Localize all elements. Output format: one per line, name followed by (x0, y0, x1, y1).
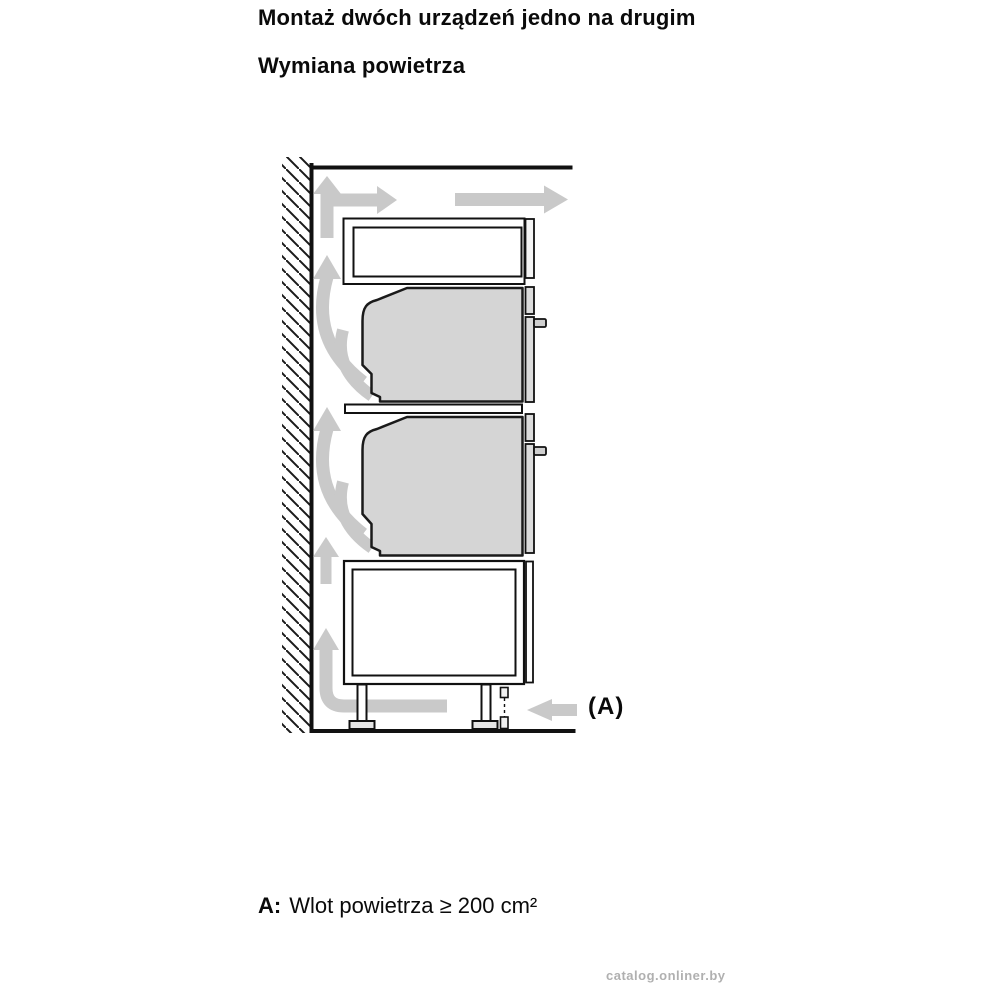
base-front-panel (526, 562, 533, 683)
footnote-prefix: A: (258, 893, 282, 918)
footnote-text: Wlot powietrza ≥ 200 cm² (289, 893, 538, 918)
watermark: catalog.onliner.by (606, 968, 726, 983)
plinth-dashed-marker (501, 688, 509, 729)
left-foot (350, 721, 375, 729)
ceiling-line (310, 166, 573, 170)
lower-oven (363, 414, 547, 556)
installation-diagram (270, 150, 630, 750)
top-vent-cabinet (344, 219, 535, 285)
upper-oven-door-panel (526, 317, 535, 402)
wall-hatch (282, 157, 310, 733)
shelf-divider (345, 405, 522, 414)
left-leg (358, 685, 367, 722)
lower-oven-door (526, 414, 535, 441)
air-inlet-label: (A) (588, 693, 625, 720)
upper-oven-door (526, 287, 535, 314)
wall-line (310, 163, 314, 733)
top-exhaust-arrow-icon (455, 186, 568, 214)
mid-up-arrow-icon (313, 537, 339, 584)
section-subtitle: Wymiana powietrza (258, 53, 466, 78)
right-foot (473, 721, 498, 729)
air-inlet-arrow-icon (527, 699, 577, 721)
right-leg (482, 685, 491, 722)
upper-oven-handle (534, 319, 546, 327)
page-title: Montaż dwóch urządzeń jedno na drugim (258, 5, 696, 30)
lower-oven-door-panel (526, 444, 535, 553)
top-front-panel (526, 219, 535, 278)
lower-oven-handle (534, 447, 546, 455)
footnote (258, 893, 537, 919)
base-cabinet (344, 561, 533, 684)
upper-oven (363, 287, 547, 402)
